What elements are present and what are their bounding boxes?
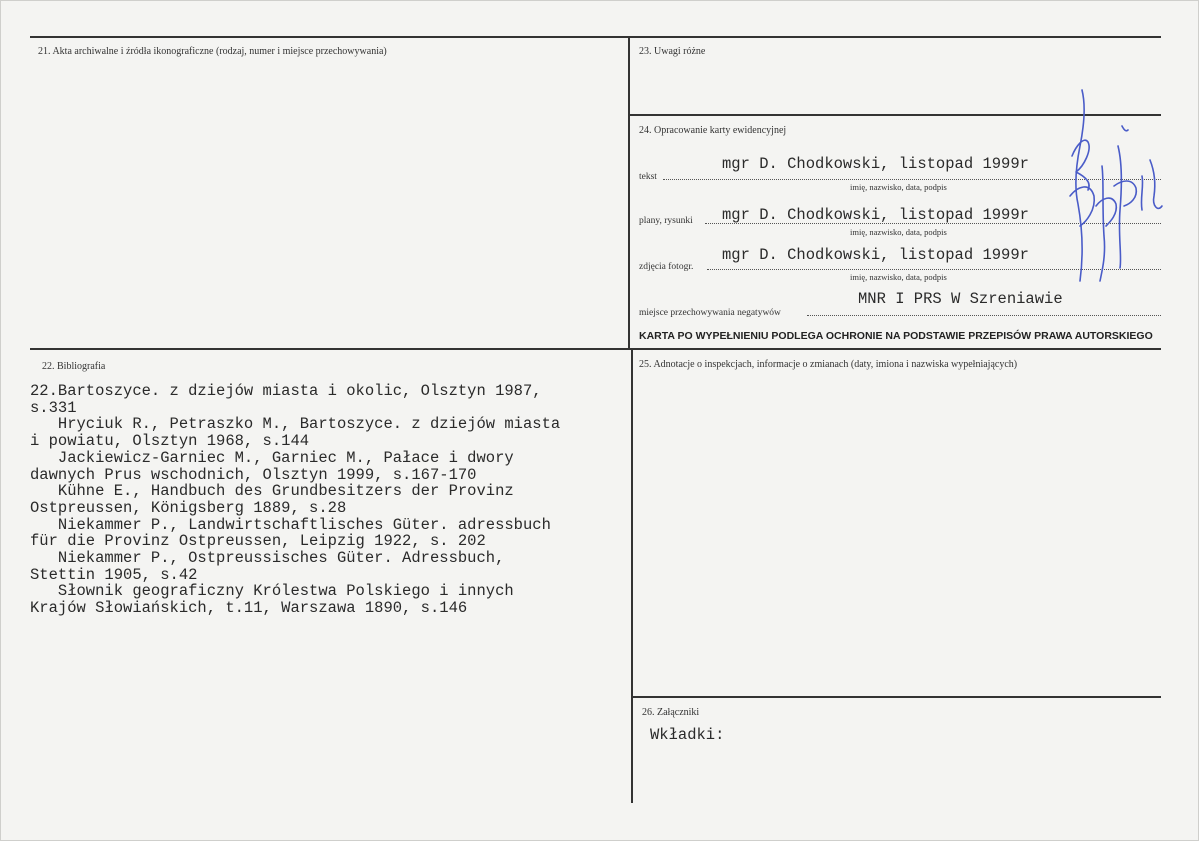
- section22-label: 22. Bibliografia: [42, 361, 106, 372]
- attachments-value: Wkładki:: [650, 726, 725, 744]
- bibliography-line: Słownik geograficzny Królestwa Polskiego i innych: [30, 582, 514, 601]
- top-column-divider: [628, 36, 630, 348]
- bibliography-line: Niekammer P., Ostpreussisches Güter. Adressbuch,: [30, 549, 505, 568]
- drawings-field-label: plany, rysunki: [639, 216, 693, 226]
- bibliography-line: für die Provinz Ostpreussen, Leipzig 1922, s. 202: [30, 532, 486, 551]
- photos-author-value: mgr D. Chodkowski, listopad 1999r: [722, 246, 1029, 264]
- section26-top-rule: [632, 696, 1161, 698]
- middle-rule: [30, 348, 1161, 350]
- bottom-column-divider: [631, 348, 633, 803]
- text-caption: imię, nazwisko, data, podpis: [850, 182, 947, 192]
- bibliography-line: s.331: [30, 398, 77, 417]
- bibliography-line: Hryciuk R., Petraszko M., Bartoszyce. z dziejów miasta: [30, 415, 561, 434]
- bibliography-line: Jackiewicz-Garniec M., Garniec M., Pałace i dwory: [30, 448, 514, 467]
- section21-label: 21. Akta archiwalne i źródła ikonograficzne (rodzaj, numer i miejsce przechowywania): [38, 46, 387, 57]
- bibliography-line: i powiatu, Olsztyn 1968, s.144: [30, 432, 310, 451]
- bibliography-list: [30, 383, 560, 617]
- bibliography-line: dawnych Prus wschodnich, Olsztyn 1999, s.167-170: [30, 465, 477, 484]
- section25-label: 25. Adnotacje o inspekcjach, informacje o zmianach (daty, imiona i nazwiska wypełniających): [639, 359, 1018, 370]
- negatives-dotted-line: [807, 315, 1161, 316]
- negatives-location-label: miejsce przechowywania negatywów: [639, 308, 781, 318]
- bibliography-line: Ostpreussen, Königsberg 1889, s.28: [30, 498, 347, 517]
- drawings-caption: imię, nazwisko, data, podpis: [850, 227, 947, 237]
- photos-caption: imię, nazwisko, data, podpis: [850, 272, 947, 282]
- text-field-label: tekst: [639, 172, 657, 182]
- text-author-value: mgr D. Chodkowski, listopad 1999r: [722, 155, 1029, 173]
- top-rule: [30, 36, 1161, 38]
- copyright-notice: KARTA PO WYPEŁNIENIU PODLEGA OCHRONIE NA PODSTAWIE PRZEPISÓW PRAWA AUTORSKIEGO: [639, 330, 1153, 342]
- section24-label: 24. Opracowanie karty ewidencyjnej: [639, 125, 787, 136]
- bibliography-line: Kühne E., Handbuch des Grundbesitzers der Provinz: [30, 482, 514, 501]
- bibliography-line: Niekammer P., Landwirtschaftlisches Güter. adressbuch: [30, 515, 551, 534]
- bibliography-line: 22.Bartoszyce. z dziejów miasta i okolic, Olsztyn 1987,: [30, 382, 542, 400]
- photos-field-label: zdjęcia fotogr.: [639, 262, 694, 272]
- negatives-location-value: MNR I PRS W Szreniawie: [858, 290, 1063, 308]
- bibliography-line: Stettin 1905, s.42: [30, 565, 198, 584]
- section26-label: 26. Załączniki: [642, 707, 700, 718]
- handwritten-signature: [1062, 86, 1172, 286]
- section23-label: 23. Uwagi różne: [639, 46, 706, 57]
- drawings-author-value: mgr D. Chodkowski, listopad 1999r: [722, 206, 1029, 224]
- bibliography-line: Krajów Słowiańskich, t.11, Warszawa 1890, s.146: [30, 599, 468, 618]
